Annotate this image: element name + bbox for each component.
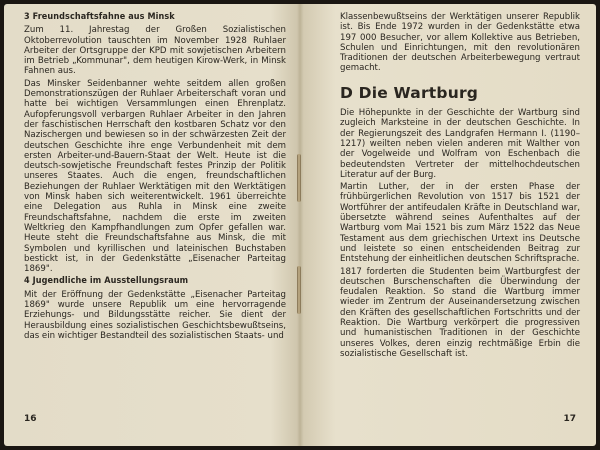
- paragraph: Klassenbewußtseins der Werktätigen unserer Republik ist. Bis Ende 1972 wurden in der Gedenkstätte etwa 197 000 Besucher, vor allem Kollektive aus Betrieben, Schulen und Einrichtungen, mit den revolutionären Traditionen der deutschen Arbeiterbewegung vertraut gemacht.: [340, 12, 580, 74]
- page-number-right: 17: [563, 414, 576, 424]
- paragraph: Martin Luther, der in der ersten Phase der frühbürgerlichen Revolution von 1517 bis 1521 der Wortführer der antifeudalen Kräfte in Deutschland war, übersetzte während seines Aufenthaltes auf der Wartburg vom Mai 1521 bis zum März 1522 das Neue Testament aus dem griechischen Urtext ins Deutsche und leistete so einen entscheidenden Beitrag zur Entstehung der einheitlichen deutschen Schriftsprache.: [340, 182, 580, 265]
- section-heading-jugendliche: 4 Jugendliche im Ausstellungsraum: [24, 276, 189, 287]
- right-page: [300, 4, 596, 446]
- right-page-text: [340, 12, 580, 361]
- section-heading-minsk: 3 Freundschaftsfahne aus Minsk: [24, 12, 175, 22]
- chapter-heading-wartburg: D Die Wartburg: [340, 83, 479, 102]
- left-page: [4, 4, 300, 446]
- left-page-text: [24, 12, 286, 343]
- paragraph: Mit der Eröffnung der Gedenkstätte „Eisenacher Parteitag 1869" wurde unsere Republik um eine hervorragende Erziehungs- und Bildungsstätte reicher. Sie dient der Herausbildung eines sozialistischen Geschichtsbewußtseins, das ein wichtiger Bestandteil des sozialistischen Staats- und: [24, 289, 286, 341]
- paragraph: Zum 11. Jahrestag der Großen Sozialistischen Oktoberrevolution tauschten im November 1928 Ruhlaer Arbeiter der Ortsgruppe der KPD mit sowjetischen Arbeitern im Betrieb „Kommunar", dem heutigen Kirow-Werk, in Minsk Fahnen aus.: [24, 25, 286, 77]
- paragraph: 1817 forderten die Studenten beim Wartburgfest der deutschen Burschenschaften die Überwindung der feudalen Reaktion. So stand die Wartburg immer wieder im Zentrum der Auseinandersetzung zwischen den Kräften des gesellschaftlichen Fortschritts und der Reaktion. Die Wartburg verkörpert die progressiven und humanistischen Traditionen in der Geschichte unseres Volkes, deren einzig rechtmäßige Erbin die sozialistische Gesellschaft ist.: [340, 266, 580, 359]
- paragraph: Das Minsker Seidenbanner wehte seitdem allen großen Demonstrationszügen der Ruhlaer Arbeiterschaft voran und hatte bei wichtigen Versammlungen einen Ehrenplatz. Aufopferungsvoll verbargen Ruhlaer Arbeiter in den Jahren der faschistischen Herrschaft den kostbaren Schatz vor den Nazischergen und bewiesen so in der schwärzesten Zeit der deutschen Geschichte ihre enge Verbundenheit mit dem ersten Arbeiter-und-Bauern-Staat der Welt. Heute ist die deutsch-sowjetische Freundschaft festes Prinzip der Politik unseres Staates. Auch die engen, freundschaftlichen Beziehungen der Ruhlaer Werktätigen mit den Werktätigen von Minsk haben sich weiterentwickelt. 1961 überreichte eine Delegation aus Ruhla in Minsk eine zweite Freundschaftsfahne, nachdem die erste im zweiten Weltkrieg den Kampfhandlungen zum Opfer gefallen war. Heute steht die Freundschaftsfahne aus Minsk, die mit Symbolen und kyrillischen und lateinischen Buchstaben bestickt ist, in der Gedenkstätte „Eisenacher Parteitag 1869".: [24, 78, 286, 275]
- booklet-spread: [4, 4, 596, 446]
- paragraph: Die Höhepunkte in der Geschichte der Wartburg sind zugleich Marksteine in der deutschen Geschichte. In der Regierungszeit des Landgrafen Hermann I. (1190–1217) weilten neben vielen anderen mit Walther von der Vogelweide und Wolfram von Eschenbach die bedeutendsten Vertreter der mittelhochdeutschen Literatur auf der Burg.: [340, 108, 580, 180]
- page-number-left: 16: [24, 414, 37, 424]
